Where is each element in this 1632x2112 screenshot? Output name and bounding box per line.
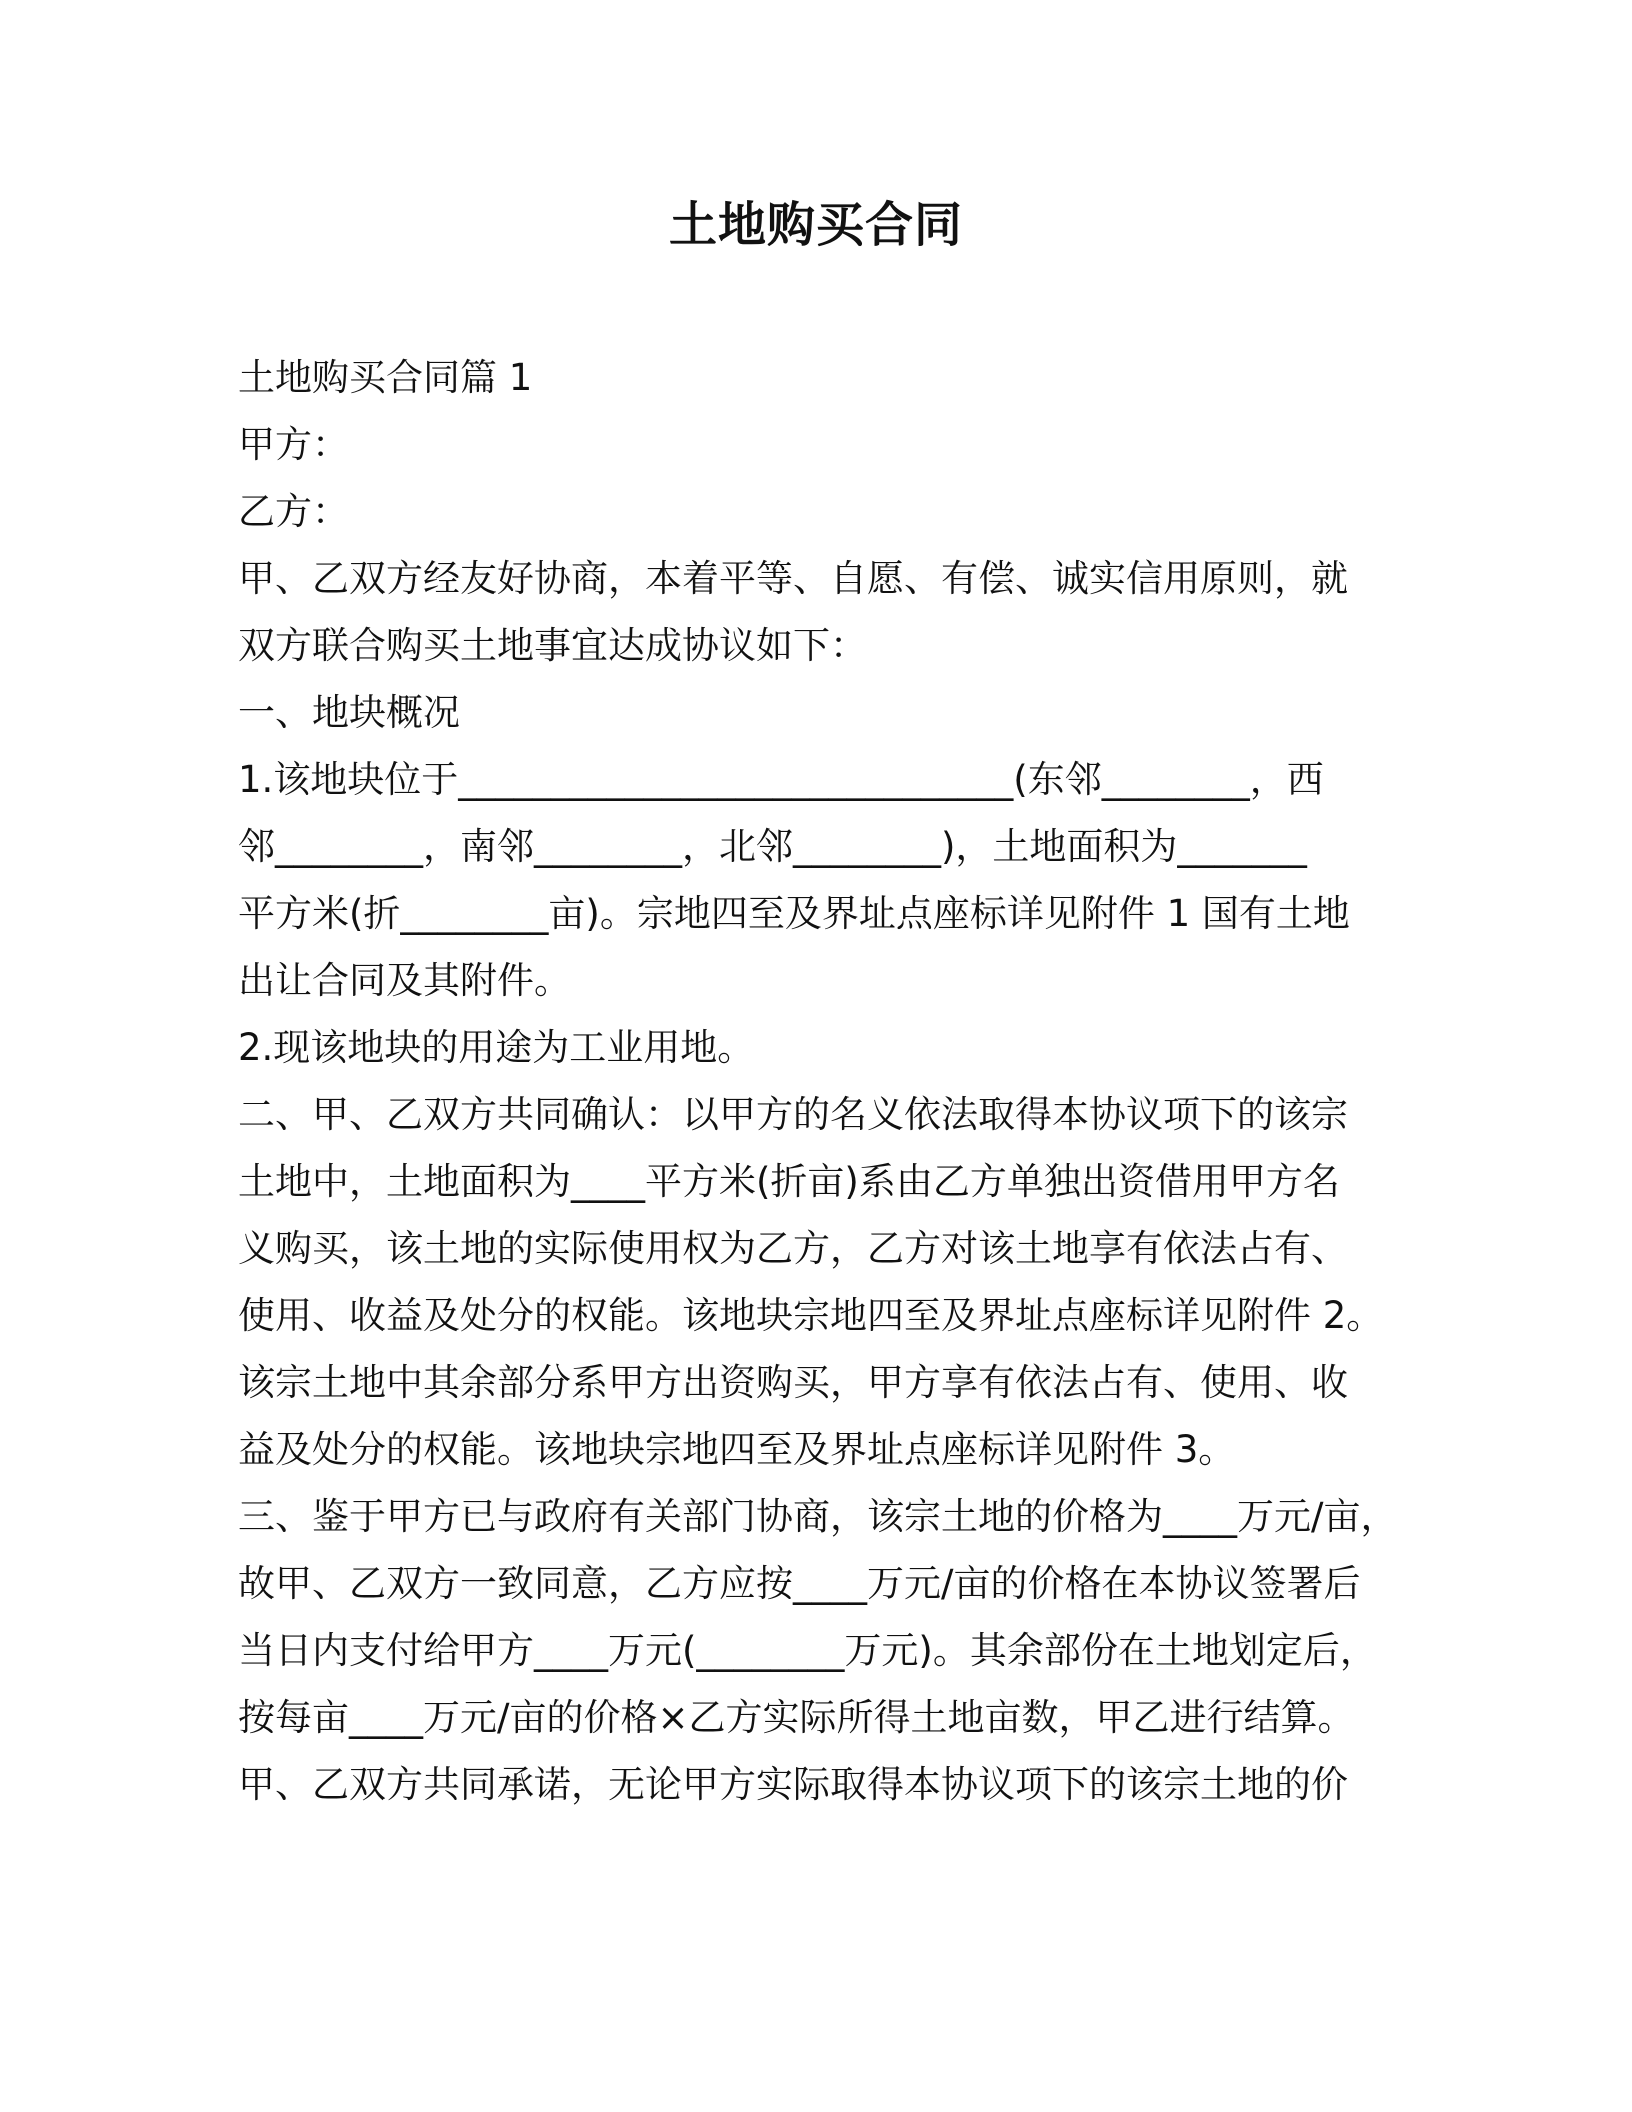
paragraph-line: 2.现该地块的用途为工业用地。 (238, 1026, 755, 1069)
paragraph-line: 三、鉴于甲方已与政府有关部门协商，该宗土地的价格为____万元/亩， (238, 1495, 1398, 1538)
paragraph-line: 该宗土地中其余部分系甲方出资购买，甲方享有依法占有、使用、收 (238, 1361, 1348, 1404)
clause-heading: 一、地块概况 (238, 691, 460, 734)
paragraph-line: 故甲、乙双方一致同意，乙方应按____万元/亩的价格在本协议签署后 (238, 1562, 1361, 1605)
party-b-label: 乙方： (238, 490, 349, 533)
paragraph-line: 二、甲、乙双方共同确认：以甲方的名义依法取得本协议项下的该宗 (238, 1093, 1348, 1136)
paragraph-line: 使用、收益及处分的权能。该地块宗地四至及界址点座标详见附件 2。 (238, 1294, 1384, 1337)
paragraph-line: 邻________，南邻________，北邻________)，土地面积为_______ (238, 825, 1307, 868)
paragraph-line: 土地中，土地面积为____平方米(折亩)系由乙方单独出资借用甲方名 (238, 1160, 1340, 1203)
paragraph-line: 甲、乙双方共同承诺，无论甲方实际取得本协议项下的该宗土地的价 (238, 1763, 1348, 1806)
document-title: 土地购买合同 (668, 197, 963, 253)
paragraph-line: 当日内支付给甲方____万元(________万元)。其余部份在土地划定后， (238, 1629, 1377, 1672)
paragraph-line: 平方米(折________亩)。宗地四至及界址点座标详见附件 1 国有土地 (238, 892, 1350, 935)
paragraph-line: 双方联合购买土地事宜达成协议如下： (238, 624, 867, 667)
paragraph-line: 义购买，该土地的实际使用权为乙方，乙方对该土地享有依法占有、 (238, 1227, 1348, 1270)
section-heading: 土地购买合同篇 1 (238, 356, 533, 399)
document-body (238, 344, 1418, 1818)
paragraph-line: 甲、乙双方经友好协商，本着平等、自愿、有偿、诚实信用原则，就 (238, 557, 1348, 600)
paragraph-line: 出让合同及其附件。 (238, 959, 571, 1002)
paragraph-line: 按每亩____万元/亩的价格×乙方实际所得土地亩数，甲乙进行结算。 (238, 1696, 1355, 1739)
paragraph-line: 1.该地块位于______________________________(东邻________，西 (238, 758, 1324, 801)
party-a-label: 甲方： (238, 423, 349, 466)
paragraph-line: 益及处分的权能。该地块宗地四至及界址点座标详见附件 3。 (238, 1428, 1236, 1471)
